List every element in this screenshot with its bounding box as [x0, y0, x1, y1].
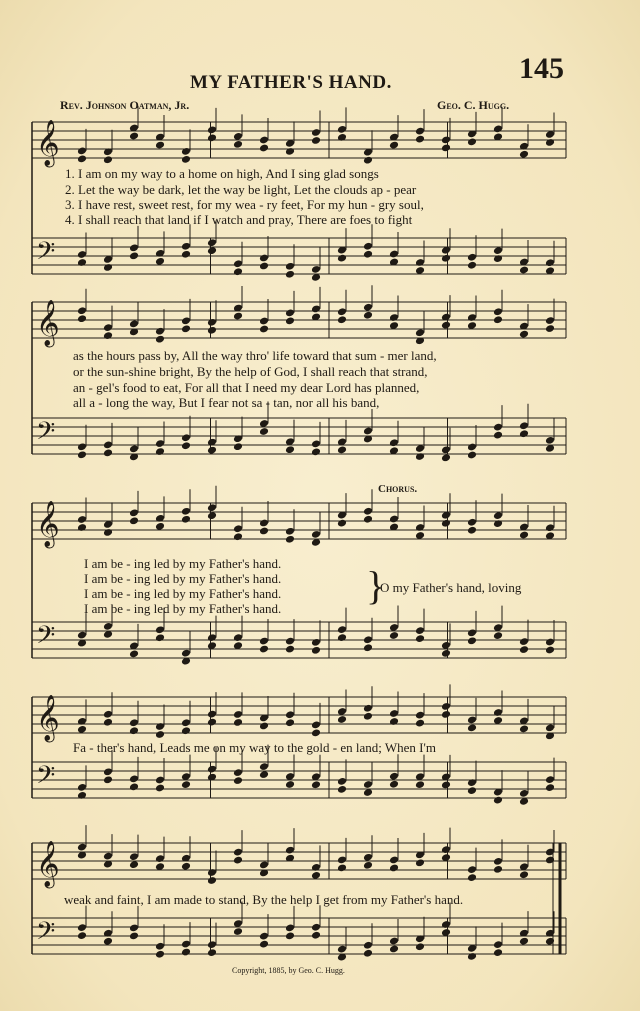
chorus-line-1: O my Father's hand, loving	[380, 580, 522, 595]
system-2-treble-note	[519, 330, 529, 339]
system-2-bass-note	[519, 429, 529, 438]
system-3-bass-note	[285, 645, 295, 654]
system-2-treble-note	[545, 324, 555, 333]
system-4-bass-note	[311, 780, 321, 789]
system-1-bass-note	[155, 257, 165, 266]
system-2-treble-note	[77, 314, 87, 323]
system-4-bass-note	[129, 782, 139, 791]
verse-3-line-1: 3. I have rest, sweet rest, for my wea - ry feet, For my hun - gry soul,	[65, 197, 424, 212]
system-4-treble-note	[181, 726, 191, 735]
system-2-bass-clef-icon: 𝄢	[36, 417, 56, 452]
system-4-treble-clef-icon: 𝄞	[36, 695, 60, 741]
chorus-label: Chorus.	[378, 483, 418, 495]
system-5-bass-clef-icon: 𝄢	[36, 917, 56, 952]
system-2-treble-note	[181, 324, 191, 333]
system-1-bass-note	[467, 261, 477, 270]
system-4-treble-note	[233, 718, 243, 727]
system-2-bass-note	[181, 441, 191, 450]
system-3-treble-note	[337, 519, 347, 528]
system-3-bass-note	[311, 646, 321, 655]
system-2-treble-note	[363, 311, 373, 320]
system-4-treble-note	[259, 722, 269, 731]
system-4-treble-note	[467, 723, 477, 732]
system-1-treble-note	[441, 143, 451, 152]
chorus-line-3: weak and faint, I am made to stand, By the help I get from my Father's hand.	[64, 892, 464, 907]
system-5-treble-note	[233, 856, 243, 865]
system-5-bass-note	[259, 940, 269, 949]
system-4-treble-note	[103, 718, 113, 727]
system-4-treble-note	[311, 728, 321, 737]
system-3-treble-note	[363, 515, 373, 524]
system-2-bass-note	[259, 427, 269, 436]
system-5-treble-note	[207, 876, 217, 885]
verse-2-line-1: 2. Let the way be dark, let the way be light, Let the clouds ap - pear	[65, 182, 417, 197]
system-1-treble-note	[155, 141, 165, 150]
verse-2-line-2: or the sun-shine bright, By the help of God, I shall reach that strand,	[73, 364, 428, 379]
system-2-bass-note	[233, 442, 243, 451]
system-3-treble-note	[259, 527, 269, 536]
system-5-bass-note	[363, 949, 373, 958]
system-2-bass-note	[103, 448, 113, 457]
system-3-bass-note	[337, 633, 347, 642]
system-4-bass-note	[103, 775, 113, 784]
system-1-treble-note	[285, 147, 295, 156]
system-5-treble-note	[363, 861, 373, 870]
system-3-bass-note	[415, 634, 425, 643]
system-1-bass-note	[77, 258, 87, 267]
system-1-treble-note	[389, 141, 399, 150]
system-1-treble-note	[103, 155, 113, 164]
system-5-bass-note	[285, 931, 295, 940]
system-5-bass-note	[311, 931, 321, 940]
system-1-treble-note	[545, 138, 555, 147]
system-3-treble-note	[467, 526, 477, 535]
system-2-treble-note	[259, 325, 269, 334]
verse-3-line-2: an - gel's food to eat, For all that I need my dear Lord has planned,	[73, 380, 420, 395]
system-2-bass-note	[467, 451, 477, 460]
system-2-bass-note	[155, 447, 165, 456]
system-3-bass-note	[467, 636, 477, 645]
system-5-treble-note	[519, 870, 529, 879]
system-1-treble-note	[207, 133, 217, 142]
system-5-bass-note	[415, 942, 425, 951]
system-2-treble-note	[233, 312, 243, 321]
system-5-treble-note	[337, 863, 347, 872]
system-3-bass-note	[129, 649, 139, 658]
system-5-treble-note	[493, 865, 503, 874]
system-5-bass-note	[233, 927, 243, 936]
system-3-treble-note	[519, 531, 529, 540]
page-number: 145	[519, 52, 564, 85]
system-4-bass-note	[337, 785, 347, 794]
system-1-treble-note	[181, 155, 191, 164]
verse-1-line-2: as the hours pass by, All the way thro' life toward that sum - mer land,	[73, 348, 437, 363]
system-1-bass-note	[285, 270, 295, 279]
system-4-bass-note	[415, 780, 425, 789]
system-2-treble-note	[493, 315, 503, 324]
system-2-treble-note	[207, 326, 217, 335]
system-3-treble-clef-icon: 𝄞	[36, 501, 60, 547]
system-3-bass-note	[155, 633, 165, 642]
system-4-bass-note	[155, 784, 165, 793]
system-4-bass-note	[181, 780, 191, 789]
system-5-bass-note	[155, 950, 165, 959]
system-2-bass-note	[493, 431, 503, 440]
system-1-bass-note	[441, 254, 451, 263]
chorus-brace: }	[366, 563, 386, 608]
system-4-bass-note	[467, 786, 477, 795]
system-5-treble-note	[181, 862, 191, 871]
system-1-bass-note	[363, 250, 373, 259]
system-1-treble-note	[77, 154, 87, 163]
system-5-treble-clef-icon: 𝄞	[36, 841, 60, 887]
system-1-bass-clef-icon: 𝄢	[36, 237, 56, 272]
system-1-bass-note	[519, 266, 529, 275]
system-5-bass-note	[129, 931, 139, 940]
verse-4-line-2: all a - long the way, But I fear not sa - tan, nor all his band,	[73, 395, 380, 410]
system-1-treble-note	[311, 136, 321, 145]
system-4-treble-note	[285, 718, 295, 727]
system-1-treble-note	[233, 140, 243, 149]
system-2-bass-note	[311, 447, 321, 456]
system-5-treble-note	[129, 860, 139, 869]
refrain-line-2: I am be - ing led by my Father's hand.	[84, 571, 282, 586]
refrain-line-1: I am be - ing led by my Father's hand.	[84, 556, 282, 571]
system-2-bass-note	[337, 445, 347, 454]
system-5-bass-note	[389, 945, 399, 954]
system-3-treble-note	[155, 522, 165, 531]
system-4-bass-note	[545, 783, 555, 792]
system-1-bass-note	[259, 262, 269, 271]
system-5-bass-note	[103, 937, 113, 946]
system-5-bass-note	[493, 948, 503, 957]
verse-4-line-1: 4. I shall reach that land if I watch and pray, There are foes to fight	[65, 212, 413, 227]
system-1-bass-note	[181, 250, 191, 259]
system-3-bass-note	[519, 645, 529, 654]
author: Rev. Johnson Oatman, Jr.	[60, 98, 190, 112]
system-3-treble-note	[129, 516, 139, 525]
system-2-treble-note	[337, 315, 347, 324]
system-4-treble-note	[519, 724, 529, 733]
refrain-line-3: I am be - ing led by my Father's hand.	[84, 586, 282, 601]
system-3-treble-note	[207, 511, 217, 520]
system-4-bass-note	[441, 780, 451, 789]
system-5-bass-note	[77, 931, 87, 940]
system-5-treble-note	[545, 856, 555, 865]
system-3-bass-clef-icon: 𝄢	[36, 621, 56, 656]
hymn-title: MY FATHER'S HAND.	[190, 72, 392, 93]
system-2-treble-note	[103, 331, 113, 340]
system-3-treble-note	[77, 523, 87, 532]
system-4-treble-note	[77, 725, 87, 734]
system-5-bass-note	[519, 937, 529, 946]
system-1-treble-note	[129, 132, 139, 141]
system-5-bass-note	[181, 948, 191, 957]
system-3-bass-note	[545, 646, 555, 655]
copyright: Copyright, 1885, by Geo. C. Hugg.	[232, 966, 345, 975]
system-4-treble-note	[129, 726, 139, 735]
system-1-treble-note	[259, 144, 269, 153]
system-5-bass-note	[207, 948, 217, 957]
system-3-treble-note	[103, 528, 113, 537]
system-2-bass-note	[415, 452, 425, 461]
system-4-bass-note	[389, 780, 399, 789]
system-3-treble-note	[233, 532, 243, 541]
system-1-bass-note	[207, 246, 217, 255]
system-2-treble-clef-icon: 𝄞	[36, 300, 60, 346]
system-3-bass-note	[259, 645, 269, 654]
system-3-bass-note	[441, 649, 451, 658]
system-4-bass-clef-icon: 𝄢	[36, 761, 56, 796]
system-2-treble-note	[441, 321, 451, 330]
system-4-treble-note	[389, 717, 399, 726]
system-4-treble-note	[155, 730, 165, 739]
system-1-bass-note	[129, 251, 139, 260]
system-4-bass-note	[493, 796, 503, 805]
system-1-treble-note	[519, 150, 529, 159]
system-4-bass-note	[233, 776, 243, 785]
chorus-line-2: Fa - ther's hand, Leads me on my way to the gold - en land; When I'm	[73, 740, 436, 755]
system-1-treble-note	[415, 135, 425, 144]
system-2-treble-note	[155, 335, 165, 344]
system-3-treble-note	[285, 535, 295, 544]
system-5-treble-note	[311, 871, 321, 880]
system-4-treble-note	[363, 712, 373, 721]
system-3-bass-note	[389, 631, 399, 640]
system-2-bass-note	[441, 453, 451, 462]
system-1-bass-note	[337, 254, 347, 263]
system-3-treble-note	[441, 519, 451, 528]
system-5-treble-note	[389, 864, 399, 873]
refrain-line-4: I am be - ing led by my Father's hand.	[84, 601, 282, 616]
system-2-bass-note	[285, 445, 295, 454]
system-5-treble-note	[415, 858, 425, 867]
system-2-bass-note	[207, 446, 217, 455]
system-4-treble-note	[415, 719, 425, 728]
system-3-bass-note	[493, 631, 503, 640]
system-1-treble-note	[467, 137, 477, 146]
system-4-treble-note	[441, 710, 451, 719]
system-1-treble-clef-icon: 𝄞	[36, 120, 60, 166]
system-1-bass-note	[233, 267, 243, 276]
system-1-bass-note	[103, 263, 113, 272]
verse-1-line-1: 1. I am on my way to a home on high, And I sing glad songs	[65, 166, 379, 181]
system-4-treble-note	[337, 715, 347, 724]
composer: Geo. C. Hugg.	[437, 98, 510, 112]
system-5-bass-note	[545, 937, 555, 946]
system-4-treble-note	[207, 718, 217, 727]
system-3-treble-note	[181, 515, 191, 524]
system-4-bass-note	[285, 780, 295, 789]
system-3-bass-note	[363, 643, 373, 652]
system-2-treble-note	[285, 316, 295, 325]
system-1-treble-note	[363, 156, 373, 165]
system-5-bass-note	[467, 952, 477, 961]
system-5-treble-note	[467, 873, 477, 882]
system-2-bass-note	[77, 450, 87, 459]
